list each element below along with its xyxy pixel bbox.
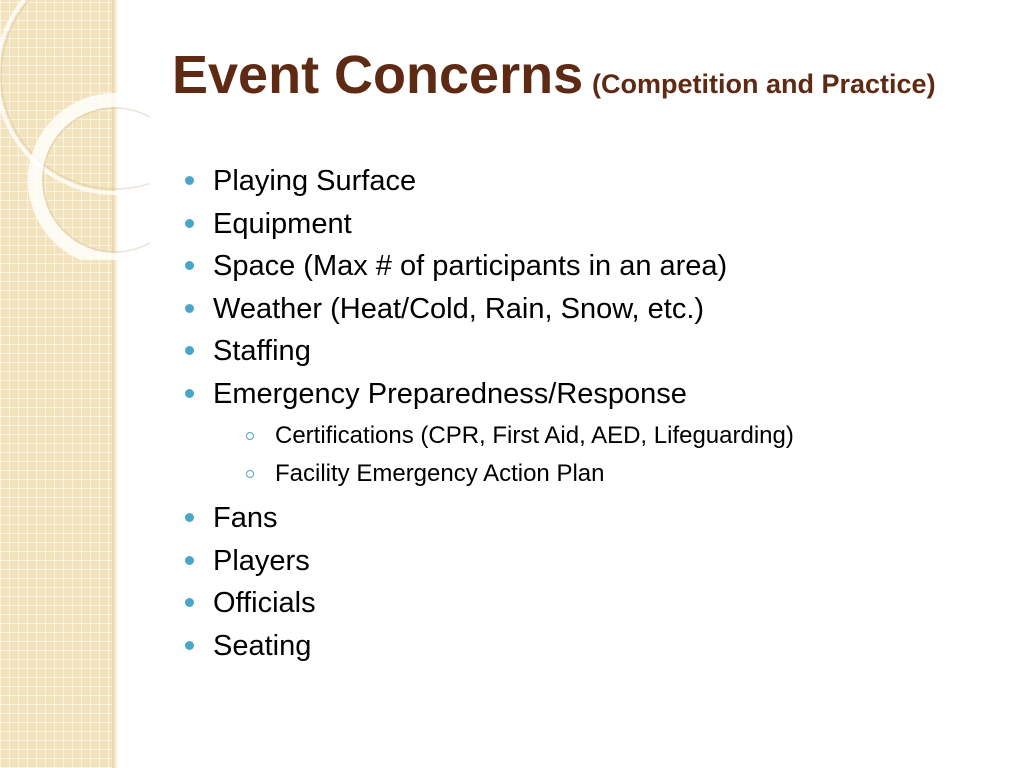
bullet-text: Fans [213,502,278,534]
slide-title [172,45,952,106]
bullet-text: Space (Max # of participants in an area) [213,250,728,282]
list-item [182,625,982,668]
sub-bullet-text: Facility Emergency Action Plan [275,459,605,487]
bullet-text: Emergency Preparedness/Response [213,377,687,410]
bullet-icon [185,641,194,650]
bullet-icon [185,176,194,185]
bullet-text: Officials [213,587,316,619]
bullet-list [182,160,982,667]
bullet-icon [185,304,194,313]
list-item [182,288,982,331]
title-subtitle: (Competition and Practice) [592,69,936,99]
list-item [182,540,982,583]
bullet-text: Players [213,544,310,577]
bullet-text: Seating [213,629,312,662]
sub-list-item [213,455,982,493]
bullet-icon [185,389,194,398]
list-item [182,203,982,246]
bullet-icon [185,556,194,565]
list-item [182,373,982,493]
bullet-icon [185,598,194,607]
decorative-rings [0,0,150,260]
list-item [182,330,982,373]
sub-bullet-text: Certifications (CPR, First Aid, AED, Lifeguarding) [275,422,794,449]
bullet-icon [185,513,194,522]
bullet-text: Weather (Heat/Cold, Rain, Snow, etc.) [213,292,705,325]
sub-bullet-list [213,417,982,492]
decorative-ring-small [35,100,150,260]
bullet-text: Staffing [213,335,311,367]
hollow-bullet-icon [246,432,254,440]
bullet-icon [185,219,194,228]
list-item [182,497,982,540]
bullet-text: Equipment [213,207,352,240]
title-main: Event Concerns [172,45,584,105]
bullet-icon [185,346,194,355]
bullet-icon [185,261,194,270]
hollow-bullet-icon [246,470,254,478]
bullet-text: Playing Surface [213,165,417,197]
list-item [182,245,982,288]
sub-list-item [213,417,982,455]
list-item [182,582,982,625]
list-item [182,160,982,203]
